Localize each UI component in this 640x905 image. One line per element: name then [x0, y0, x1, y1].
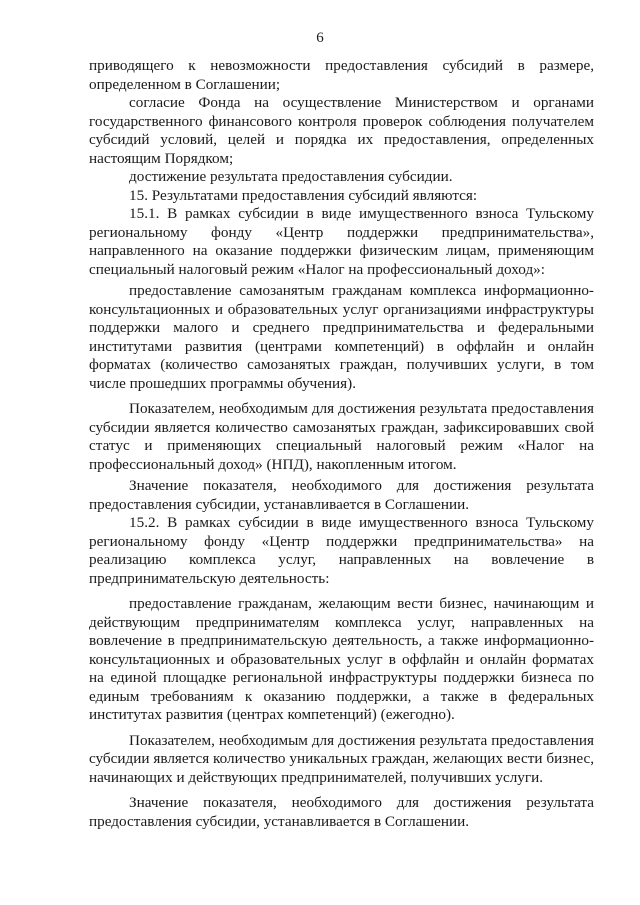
paragraph-1: приводящего к невозможности предоставления субсидий в размере, определенном в Соглашении;	[89, 57, 594, 93]
paragraph-2: согласие Фонда на осуществление Министерством и органами государственного финансового контроля проверок соблюдения получателем субсидий условий, целей и порядка их предоставления, определенных настоящим Порядком;	[89, 94, 594, 167]
paragraph-11: Показателем, необходимым для достижения результата предоставления субсидии является количество уникальных граждан, желающих вести бизнес, начинающих и действующих предпринимателей, получивших услуги.	[89, 731, 594, 786]
paragraph-9: 15.2. В рамках субсидии в виде имущественного взноса Тульскому региональному фонду «Центр поддержки предпринимательства» на реализацию комплекса услуг, направленных на вовлечение в предпринимательскую деятельность:	[89, 514, 594, 587]
paragraph-8: Значение показателя, необходимого для достижения результата предоставления субсидии, устанавливается в Соглашении.	[89, 477, 594, 513]
paragraph-5: 15.1. В рамках субсидии в виде имущественного взноса Тульскому региональному фонду «Центр поддержки предпринимательства», направленного на оказание поддержки физическим лицам, применяющим специальный налоговый режим «Налог на профессиональный доход»:	[89, 205, 594, 278]
paragraph-12: Значение показателя, необходимого для достижения результата предоставления субсидии, устанавливается в Соглашении.	[89, 794, 594, 830]
page-number: 6	[316, 30, 324, 46]
paragraph-7: Показателем, необходимым для достижения результата предоставления субсидии является количество самозанятых граждан, зафиксировавших свой статус и применяющих специальный налоговый режим «Налог на профессиональный доход» (НПД), накопленным итогом.	[89, 400, 594, 473]
paragraph-6: предоставление самозанятым гражданам комплекса информационно-консультационных и образовательных услуг организациями инфраструктуры поддержки малого и среднего предпринимательства и федеральными институтами развития (центрами компетенций) в оффлайн и онлайн форматах (количество самозанятых граждан, получивших услуги, в том числе прошедших программы обучения).	[89, 282, 594, 392]
paragraph-3: достижение результата предоставления субсидии.	[129, 168, 453, 185]
paragraph-10: предоставление гражданам, желающим вести бизнес, начинающим и действующим предпринимателям комплекса услуг, направленных на вовлечение в предпринимательскую деятельность, а также информационно-консультационных и образовательных услуг в оффлайн и онлайн форматах на единой площадке региональной инфраструктуры поддержки бизнеса по единым требованиям к оказанию поддержки, а также в федеральных институтах развития (центрах компетенций) (ежегодно).	[89, 595, 594, 723]
document-body	[89, 57, 594, 831]
paragraph-4: 15. Результатами предоставления субсидий являются:	[129, 186, 478, 204]
